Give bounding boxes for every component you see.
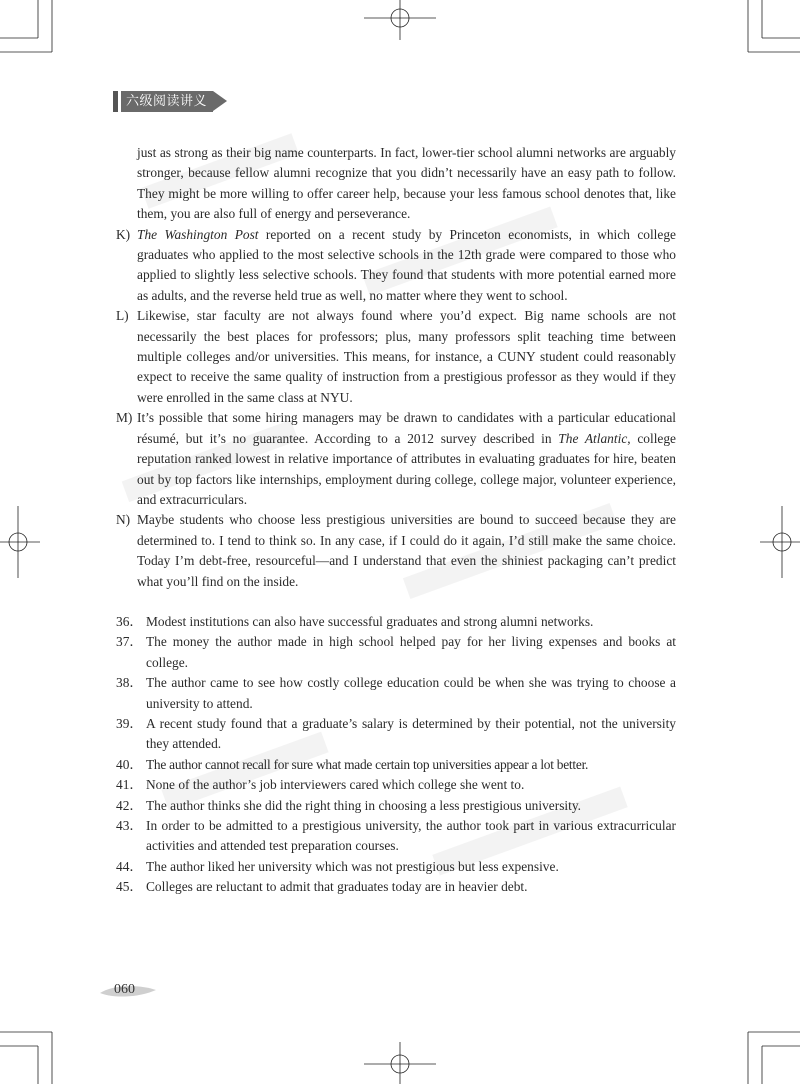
statement-44: 44． The author liked her university which was not prestigious but less expensive. bbox=[116, 857, 676, 877]
statement-45: 45． Colleges are reluctant to admit that graduates today are in heavier debt. bbox=[116, 877, 676, 897]
question-number: 42． bbox=[116, 797, 143, 813]
chapter-header-tab bbox=[113, 91, 227, 112]
source-title: The Washington Post bbox=[137, 226, 259, 242]
question-number: 39． bbox=[116, 716, 143, 732]
statement-38: 38． The author came to see how costly college education could be when she was trying to choose a university to attend. bbox=[116, 675, 676, 711]
paragraph-label: N) bbox=[116, 512, 131, 528]
paragraph-m: M) It’s possible that some hiring managers may be drawn to candidates with a particular educational résumé, but it’s no guarantee. According to a 2012 survey described in The Atlantic, college reputation ranked lowest in relative importance of attributes in evaluating graduates for hire, beaten out by top factors like internships, employment during college, college major, volunteer experience, and extracurriculars. bbox=[116, 410, 676, 507]
page-number: 060 bbox=[114, 982, 135, 997]
paragraph-l: L) Likewise, star faculty are not always found where you’d expect. Big name schools are not necessarily the best places for professors; plus, many professors split teaching time between multiple colleges and/or universities. This means, for instance, a CUNY student could reasonably expect to receive the same quality of instruction from a prestigious professor as they would if they were enrolled in the same class at NYU. bbox=[116, 308, 676, 405]
question-number: 41． bbox=[116, 777, 143, 793]
question-number: 45． bbox=[116, 879, 143, 895]
reading-passage bbox=[116, 143, 676, 592]
source-title: The Atlantic bbox=[558, 430, 628, 446]
question-number: 36． bbox=[116, 614, 143, 629]
paragraph-label: K) bbox=[116, 226, 131, 242]
statement-37: 37． The money the author made in high school helped pay for her living expenses and books at college. bbox=[116, 634, 676, 670]
passage-continuation: just as strong as their big name counterparts. In fact, lower-tier school alumni networks are arguably stronger, because fellow alumni recognize that you didn’t necessarily have an easy path to follow. They might be more willing to offer career help, because your less famous school denotes that, like them, you are also full of energy and perseverance. bbox=[137, 145, 676, 222]
question-number: 38． bbox=[116, 675, 143, 691]
question-number: 40． bbox=[116, 756, 143, 772]
question-number: 44． bbox=[116, 858, 143, 874]
header-arrow-icon bbox=[213, 91, 227, 111]
page-number-badge bbox=[98, 980, 158, 1002]
chapter-title: 六级阅读讲义 bbox=[121, 91, 213, 112]
statement-36: 36． Modest institutions can also have successful graduates and strong alumni networks. bbox=[116, 612, 676, 632]
statement-43: 43． In order to be admitted to a prestigious university, the author took part in various extracurricular activities and attended test preparation courses. bbox=[116, 818, 676, 854]
question-statements bbox=[116, 612, 676, 898]
paragraph-label: M) bbox=[116, 410, 133, 426]
registration-target-top bbox=[364, 0, 436, 40]
statement-39: 39． A recent study found that a graduate’s salary is determined by their potential, not the university they attended. bbox=[116, 716, 676, 752]
registration-target-bottom bbox=[364, 1042, 436, 1084]
question-number: 37． bbox=[116, 634, 143, 650]
statement-42: 42． The author thinks she did the right thing in choosing a less prestigious university. bbox=[116, 796, 676, 816]
registration-target-right bbox=[760, 506, 800, 578]
registration-target-left bbox=[0, 506, 40, 578]
question-number: 43． bbox=[116, 818, 143, 834]
header-accent-bar bbox=[113, 91, 118, 112]
statement-41: 41． None of the author’s job interviewers cared which college she went to. bbox=[116, 775, 676, 795]
paragraph-k: K) The Washington Post reported on a recent study by Princeton economists, in which college graduates who applied to the most selective schools in the 12th grade were compared to those who applied to slightly less selective schools. They found that students with more potential earned more as adults, and the reverse held true as well, no matter where they went to school. bbox=[116, 226, 676, 303]
paragraph-n: N) Maybe students who choose less prestigious universities are bound to succeed because they are determined to. I tend to think so. In any case, if I could do it again, I’d still make the same choice. Today I’m debt-free, resourceful—and I understand that even the shiniest packaging can’t predict what you’ll find on the inside. bbox=[116, 512, 676, 589]
statement-40: 40． The author cannot recall for sure what made certain top universities appear a lot better. bbox=[116, 755, 676, 775]
paragraph-label: L) bbox=[116, 308, 129, 324]
